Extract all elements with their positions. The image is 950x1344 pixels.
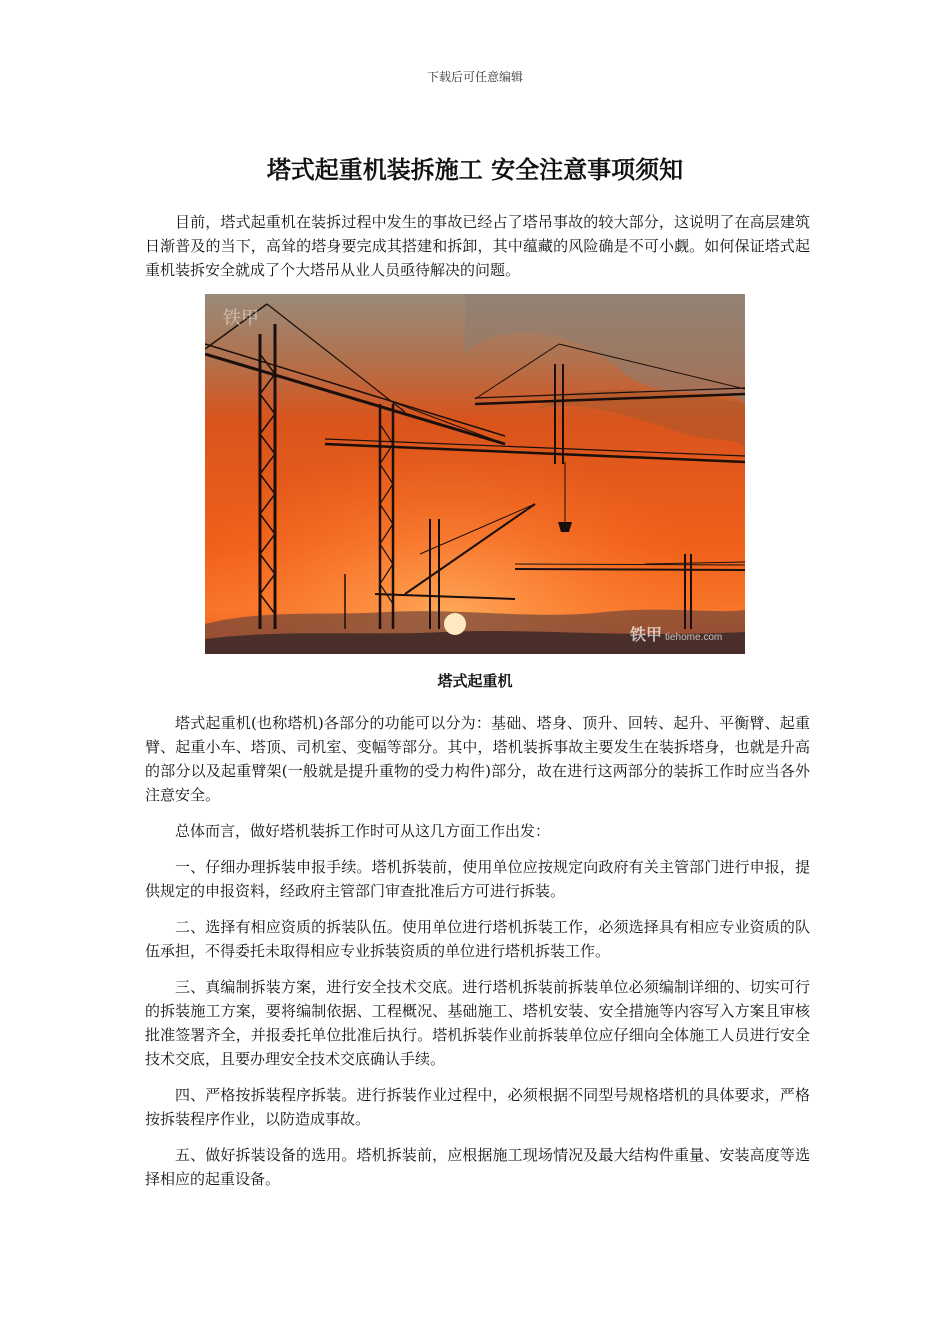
paragraph-6: 四、严格按拆装程序拆装。进行拆装作业过程中，必须根据不同型号规格塔机的具体要求，严格按拆装程序作业，以防造成事故。 bbox=[145, 1086, 810, 1128]
watermark-top: 铁甲 bbox=[223, 308, 259, 328]
document-body bbox=[145, 210, 810, 1203]
document-title: 塔式起重机装拆施工 安全注意事项须知 bbox=[266, 155, 684, 184]
watermark-bottom-sub: tiehome.com bbox=[665, 632, 723, 643]
paragraph-4: 二、选择有相应资质的拆装队伍。使用单位进行塔机拆装工作，必须选择具有相应专业资质的队伍承担，不得委托未取得相应专业拆装资质的单位进行塔机拆装工作。 bbox=[145, 918, 810, 960]
figure-caption: 塔式起重机 bbox=[437, 672, 513, 690]
paragraph-3: 一、仔细办理拆装申报手续。塔机拆装前，使用单位应按规定向政府有关主管部门进行申报，提供规定的申报资料，经政府主管部门审查批准后方可进行拆装。 bbox=[145, 858, 810, 900]
paragraph-2: 总体而言，做好塔机装拆工作时可从这几方面工作出发： bbox=[175, 822, 551, 840]
intro-paragraph: 目前，塔式起重机在装拆过程中发生的事故已经占了塔吊事故的较大部分，这说明了在高层建筑日渐普及的当下，高耸的塔身要完成其搭建和拆卸，其中蕴藏的风险确是不可小觑。如何保证塔式起重机装拆安全就成了个大塔吊从业人员亟待解决的问题。 bbox=[145, 213, 810, 279]
figure bbox=[205, 294, 745, 691]
header-note: 下载后可任意编辑 bbox=[426, 70, 523, 84]
paragraph-5: 三、真编制拆装方案，进行安全技术交底。进行塔机拆装前拆装单位必须编制详细的、切实可行的拆装施工方案，要将编制依据、工程概况、基础施工、塔机安装、安全措施等内容写入方案且审核批准签署齐全，并报委托单位批准后执行。塔机拆装作业前拆装单位应仔细向全体施工人员进行安全技术交底，且要办理安全技术交底确认手续。 bbox=[145, 978, 810, 1068]
paragraph-1: 塔式起重机(也称塔机)各部分的功能可以分为：基础、塔身、顶升、回转、起升、平衡臂、起重臂、起重小车、塔顶、司机室、变幅等部分。其中，塔机装拆事故主要发生在装拆塔身，也就是升高的部分以及起重臂架(一般就是提升重物的受力构件)部分，故在进行这两部分的装拆工作时应当各外注意安全。 bbox=[145, 714, 810, 804]
paragraph-7: 五、做好拆装设备的选用。塔机拆装前，应根据施工现场情况及最大结构件重量、安装高度等选择相应的起重设备。 bbox=[145, 1146, 810, 1188]
tower-crane-photo bbox=[205, 294, 745, 654]
watermark-bottom: 铁甲 bbox=[630, 627, 663, 644]
